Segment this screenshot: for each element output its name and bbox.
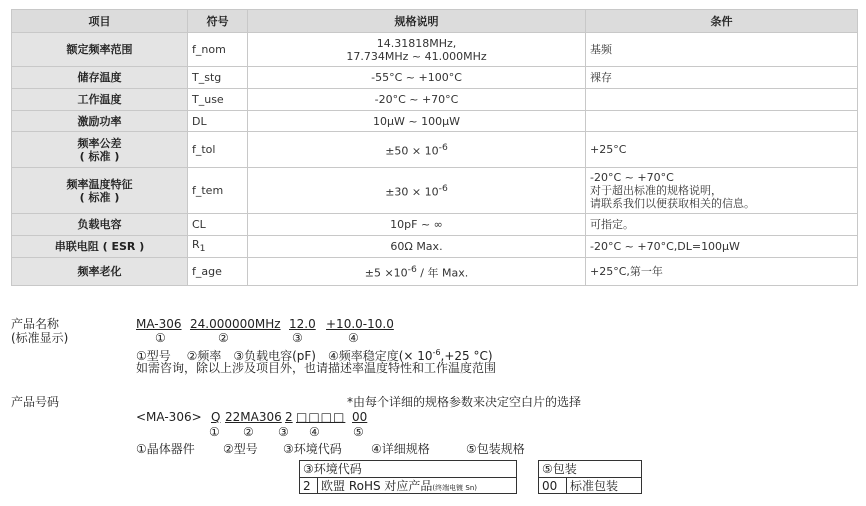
code-legend-3: ③环境代码 bbox=[283, 442, 342, 456]
row-item: 工作温度 bbox=[12, 89, 188, 111]
table-row bbox=[12, 132, 858, 168]
marker-2: ② bbox=[218, 331, 229, 345]
part-load-capacitance: 12.0 bbox=[289, 317, 316, 331]
row-item: 串联电阻 ( ESR ) bbox=[12, 236, 188, 258]
pack-desc: 标准包装 bbox=[570, 479, 619, 493]
product-name-legend: ①型号 ②频率 ③负载电容(pF) ④频率稳定度(× $10^{-6},+25$ °C) bbox=[136, 348, 493, 363]
code-marker-1: ① bbox=[209, 425, 220, 439]
row-symbol: T_stg bbox=[188, 67, 248, 89]
part-frequency: 24.000000MHz bbox=[190, 317, 281, 331]
row-spec: 14.31818MHz, 17.734MHz ~ 41.000MHz bbox=[248, 33, 586, 67]
code-legend-2: ②型号 bbox=[223, 442, 258, 456]
pack-title-row bbox=[539, 461, 641, 478]
pack-title: ⑤包装 bbox=[542, 462, 577, 476]
table-row bbox=[12, 214, 858, 236]
product-code-label: 产品号码 bbox=[11, 395, 60, 409]
row-symbol: f_nom bbox=[188, 33, 248, 67]
row-condition bbox=[586, 111, 858, 132]
code-legend-4: ④详细规格 bbox=[371, 442, 430, 456]
header-item: 项目 bbox=[12, 10, 188, 33]
table-row bbox=[12, 67, 858, 89]
row-condition: 裸存 bbox=[586, 67, 858, 89]
product-name-sublabel: (标准显示) bbox=[11, 331, 69, 345]
code-marker-3: ③ bbox=[278, 425, 289, 439]
row-symbol: f_tol bbox=[188, 132, 248, 168]
header-condition: 条件 bbox=[586, 10, 858, 33]
env-code-box bbox=[299, 460, 517, 494]
row-condition: 可指定。 bbox=[586, 214, 858, 236]
table-row bbox=[12, 89, 858, 111]
row-item: 额定频率范围 bbox=[12, 33, 188, 67]
header-symbol: 符号 bbox=[188, 10, 248, 33]
code-model-name: <MA-306> bbox=[136, 410, 202, 424]
row-spec: 10pF ~ ∞ bbox=[248, 214, 586, 236]
row-item: 负载电容 bbox=[12, 214, 188, 236]
table-row bbox=[12, 168, 858, 214]
marker-1: ① bbox=[155, 331, 166, 345]
pack-code-value: 00 bbox=[539, 478, 567, 494]
row-symbol: T_use bbox=[188, 89, 248, 111]
code-marker-4: ④ bbox=[309, 425, 320, 439]
product-name-label: 产品名称 bbox=[11, 317, 60, 331]
row-item: 频率老化 bbox=[12, 258, 188, 286]
row-condition: -20°C ~ +70°C,DL=100μW bbox=[586, 236, 858, 258]
product-code-note: *由每个详细的规格参数来决定空白片的选择 bbox=[347, 395, 582, 409]
code-marker-5: ⑤ bbox=[353, 425, 364, 439]
row-symbol: f_tem bbox=[188, 168, 248, 214]
marker-4: ④ bbox=[348, 331, 359, 345]
row-symbol: DL bbox=[188, 111, 248, 132]
env-code-title-row bbox=[300, 461, 516, 478]
env-code-entry-row bbox=[300, 478, 516, 494]
env-code-value: 2 bbox=[300, 478, 318, 494]
row-item: 激励功率 bbox=[12, 111, 188, 132]
pack-box bbox=[538, 460, 642, 494]
spec-table bbox=[11, 9, 858, 286]
row-symbol: CL bbox=[188, 214, 248, 236]
row-spec: -55°C ~ +100°C bbox=[248, 67, 586, 89]
row-spec: $\pm 5 \times 10^{-6}$ / 年 Max. bbox=[248, 258, 586, 286]
env-code-desc: 欧盟 RoHS 对应产品(终端电镀 Sn) bbox=[321, 479, 477, 493]
table-row bbox=[12, 111, 858, 132]
row-spec: $\pm 50 \times 10^{-6}$ bbox=[248, 132, 586, 168]
row-condition: 基频 bbox=[586, 33, 858, 67]
table-row bbox=[12, 33, 858, 67]
row-symbol: f_age bbox=[188, 258, 248, 286]
row-spec: 60Ω Max. bbox=[248, 236, 586, 258]
row-spec: -20°C ~ +70°C bbox=[248, 89, 586, 111]
row-condition: -20°C ~ +70°C 对于超出标准的规格说明， 请联系我们以便获取相关的信息。 bbox=[586, 168, 858, 214]
env-code-title: ③环境代码 bbox=[303, 462, 362, 476]
product-name-note: 如需咨询，除以上涉及项目外，也请描述率温度特性和工作温度范围 bbox=[136, 361, 497, 375]
code-legend-1: ①晶体器件 bbox=[136, 442, 195, 456]
code-blank-boxes: □□□□ bbox=[296, 410, 346, 424]
code-marker-2: ② bbox=[243, 425, 254, 439]
row-condition: +25°C,第一年 bbox=[586, 258, 858, 286]
code-pack: 00 bbox=[352, 410, 368, 424]
table-header-row bbox=[12, 10, 858, 33]
row-item: 频率温度特征 ( 标准 ) bbox=[12, 168, 188, 214]
code-q: Q bbox=[211, 410, 221, 424]
header-spec: 规格说明 bbox=[248, 10, 586, 33]
code-model: 22MA306 bbox=[225, 410, 282, 424]
code-env: 2 bbox=[285, 410, 293, 424]
row-item: 储存温度 bbox=[12, 67, 188, 89]
row-condition bbox=[586, 89, 858, 111]
marker-3: ③ bbox=[292, 331, 303, 345]
row-item: 频率公差 ( 标准 ) bbox=[12, 132, 188, 168]
row-condition: +25°C bbox=[586, 132, 858, 168]
pack-entry-row bbox=[539, 478, 641, 494]
code-legend-5: ⑤包装规格 bbox=[466, 442, 525, 456]
row-spec: $\pm 30 \times 10^{-6}$ bbox=[248, 168, 586, 214]
row-symbol: $R_1$ bbox=[188, 236, 248, 258]
part-stability: +10.0-10.0 bbox=[326, 317, 394, 331]
table-row bbox=[12, 236, 858, 258]
table-row bbox=[12, 258, 858, 286]
part-model: MA-306 bbox=[136, 317, 182, 331]
row-spec: 10μW ~ 100μW bbox=[248, 111, 586, 132]
